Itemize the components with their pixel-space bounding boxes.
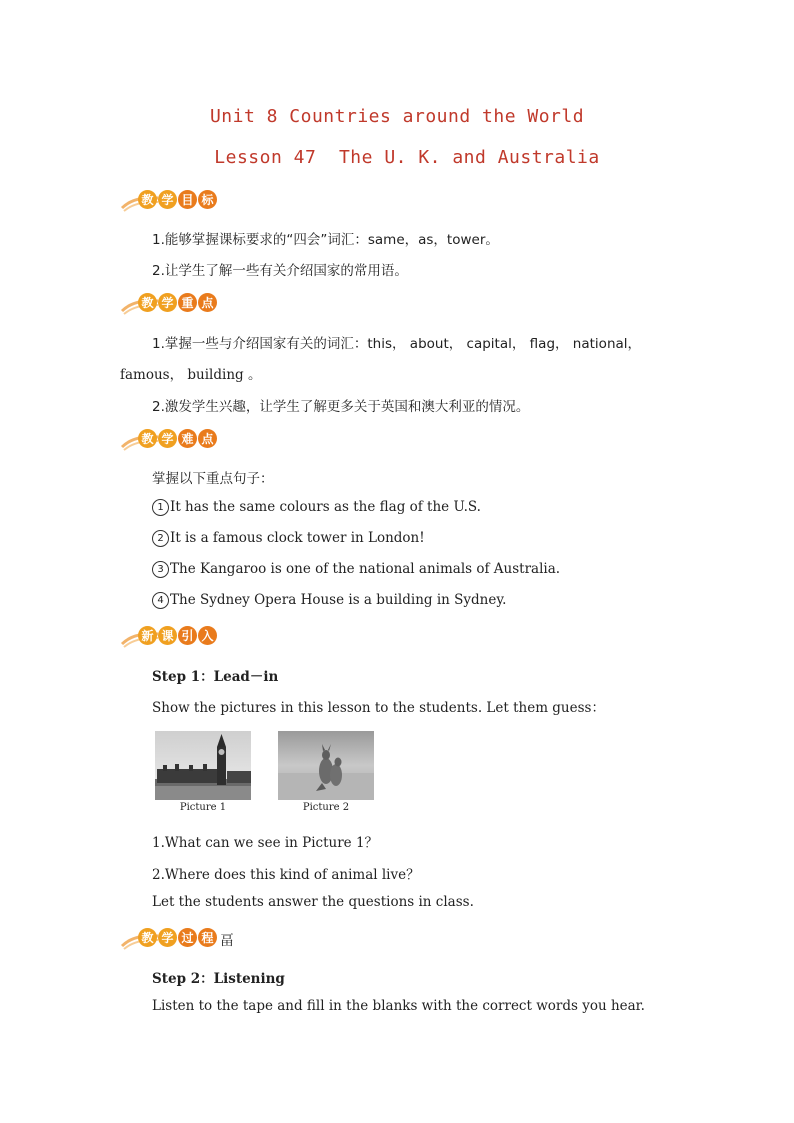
header-char: 重 [178,293,197,312]
sentence-text: The Sydney Opera House is a building in Sydney. [170,592,507,608]
header-char: 学 [158,928,177,947]
circled-number: 2 [152,530,169,547]
difficulty-intro: 掌握以下重点句子： [152,471,274,487]
circled-number: 1 [152,499,169,516]
key-sentence [152,592,506,609]
header-char: 新 [138,626,157,645]
kangaroo-picture [278,731,374,800]
key-point-item-continued: famous， building 。 [120,367,262,383]
header-char: 目 [178,190,197,209]
sentence-text: The Kangaroo is one of the national animals of Australia. [170,561,561,577]
unit-title: Unit 8 Countries around the World [209,106,585,127]
goal-item: 1.能够掌握课标要求的“四会”词汇：same，as，tower。 [152,232,499,248]
header-char: 过 [178,928,197,947]
circled-number: 4 [152,592,169,609]
header-char: 教 [138,928,157,947]
key-point-item: 1.掌握一些与介绍国家有关的词汇：this， about， capital， flag， national， [152,336,642,352]
goal-item: 2.让学生了解一些有关介绍国家的常用语。 [152,263,408,279]
header-char: 学 [158,429,177,448]
header-char: 引 [178,626,197,645]
header-char: 课 [158,626,177,645]
listening-instruction: Listen to the tape and fill in the blanks with the correct words you hear. [152,998,645,1014]
header-suffix-char: 畐 [220,933,234,949]
circled-number: 3 [152,561,169,578]
key-sentence [152,561,560,578]
header-char: 标 [198,190,217,209]
header-char: 入 [198,626,217,645]
sentence-text: It is a famous clock tower in London! [170,530,425,546]
london-clock-tower-picture [155,731,251,800]
section-header-process [120,926,260,952]
key-sentence [152,530,425,547]
header-char: 难 [178,429,197,448]
question-2: 2.Where does this kind of animal live？ [152,867,420,883]
header-char: 点 [198,429,217,448]
header-char: 教 [138,293,157,312]
header-char: 教 [138,429,157,448]
key-sentence [152,499,481,516]
answer-instruction: Let the students answer the questions in class. [152,894,474,910]
sentence-text: It has the same colours as the flag of the U.S. [170,499,481,515]
header-char: 教 [138,190,157,209]
intro-instruction: Show the pictures in this lesson to the students. Let them guess： [152,700,605,716]
key-point-item: 2.激发学生兴趣，让学生了解更多关于英国和澳大利亚的情况。 [152,399,530,415]
header-char: 学 [158,190,177,209]
step-heading: Step 1：Lead－in [152,669,279,685]
question-1: 1.What can we see in Picture 1？ [152,835,379,851]
picture-1-caption: Picture 1 [179,802,227,813]
picture-2-caption: Picture 2 [302,802,350,813]
header-char: 程 [198,928,217,947]
header-char: 学 [158,293,177,312]
header-char: 点 [198,293,217,312]
lesson-title: Lesson 47 The U. K. and Australia [214,147,600,168]
step-heading: Step 2：Listening [152,971,285,987]
